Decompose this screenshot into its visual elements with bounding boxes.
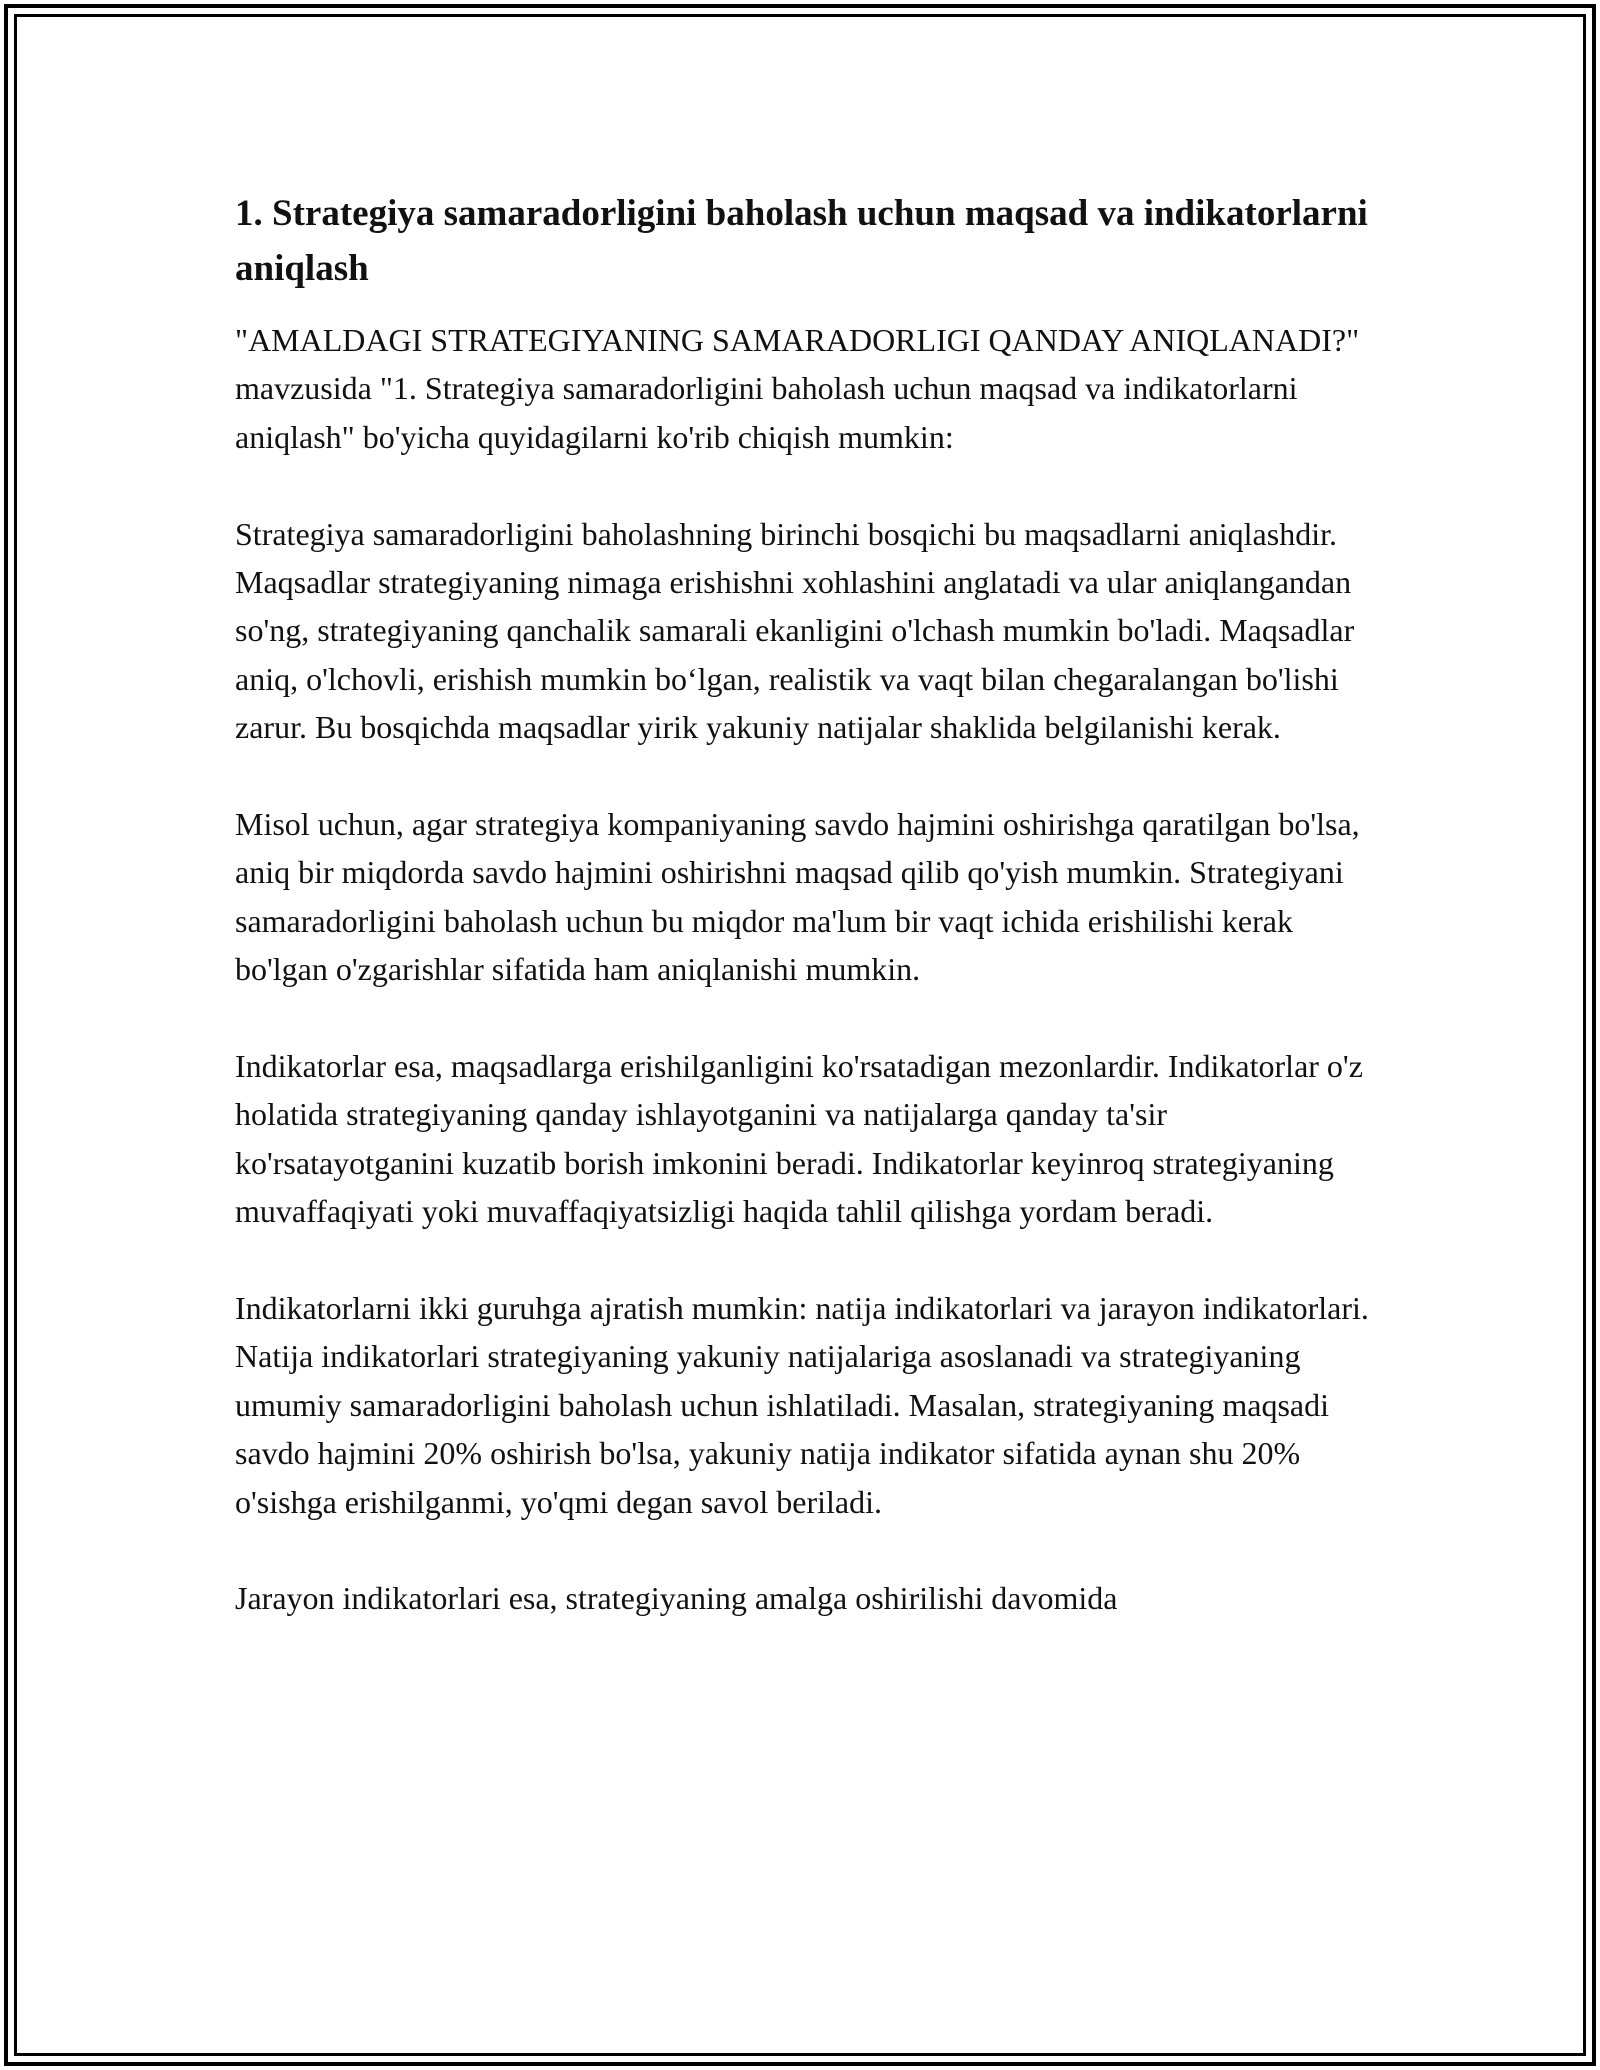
document-body — [235, 186, 1375, 1671]
paragraph-example: Misol uchun, agar strategiya kompaniyaning savdo hajmini oshirishga qaratilgan bo'lsa, aniq bir miqdorda savdo hajmini oshirishni maqsad qilib qo'yish mumkin. Strategiyani samaradorligini baholash uchun bu miqdor ma'lum bir vaqt ichida erishilishi kerak bo'lgan o'zgarishlar sifatida ham aniqlanishi mumkin. — [235, 806, 1360, 988]
paragraph-intro: "AMALDAGI STRATEGIYANING SAMARADORLIGI QANDAY ANIQLANADI?" mavzusida "1. Strategiya samaradorligini baholash uchun maqsad va indikatorlarni aniqlash" bo'yicha quyidagilarni ko'rib chiqish mumkin: — [235, 322, 1360, 455]
paragraph-indicator-groups: Indikatorlarni ikki guruhga ajratish mumkin: natija indikatorlari va jarayon indikatorlari. Natija indikatorlari strategiyaning yakuniy natijalariga asoslanadi va strategiyaning umumiy samaradorligini baholash uchun ishlatiladi. Masalan, strategiyaning maqsadi savdo hajmini 20% oshirish bo'lsa, yakuniy natija indikator sifatida aynan shu 20% o'sishga erishilganmi, yo'qmi degan savol beriladi. — [235, 1290, 1369, 1520]
section-title: 1. Strategiya samaradorligini baholash uchun maqsad va indikatorlarni aniqlash — [235, 193, 1368, 289]
paragraph-process-indicators: Jarayon indikatorlari esa, strategiyaning amalga oshirilishi davomida — [235, 1580, 1118, 1617]
paragraph-goals: Strategiya samaradorligini baholashning birinchi bosqichi bu maqsadlarni aniqlashdir. Maqsadlar strategiyaning nimaga erishishni xohlashini anglatadi va ular aniqlangandan so'ng, strategiyaning qanchalik samarali ekanligini o'lchash mumkin bo'ladi. Maqsadlar aniq, o'lchovli, erishish mumkin bo‘lgan, realistik va vaqt bilan chegaralangan bo'lishi zarur. Bu bosqichda maqsadlar yirik yakuniy natijalar shaklida belgilanishi kerak. — [235, 515, 1355, 746]
paragraph-indicators: Indikatorlar esa, maqsadlarga erishilganligini ko'rsatadigan mezonlardir. Indikatorlar o'z holatida strategiyaning qanday ishlayotganini va natijalarga qanday ta'sir ko'rsatayotganini kuzatib borish imkonini beradi. Indikatorlar keyinroq strategiyaning muvaffaqiyati yoki muvaffaqiyatsizligi haqida tahlil qilishga yordam beradi. — [235, 1048, 1363, 1230]
